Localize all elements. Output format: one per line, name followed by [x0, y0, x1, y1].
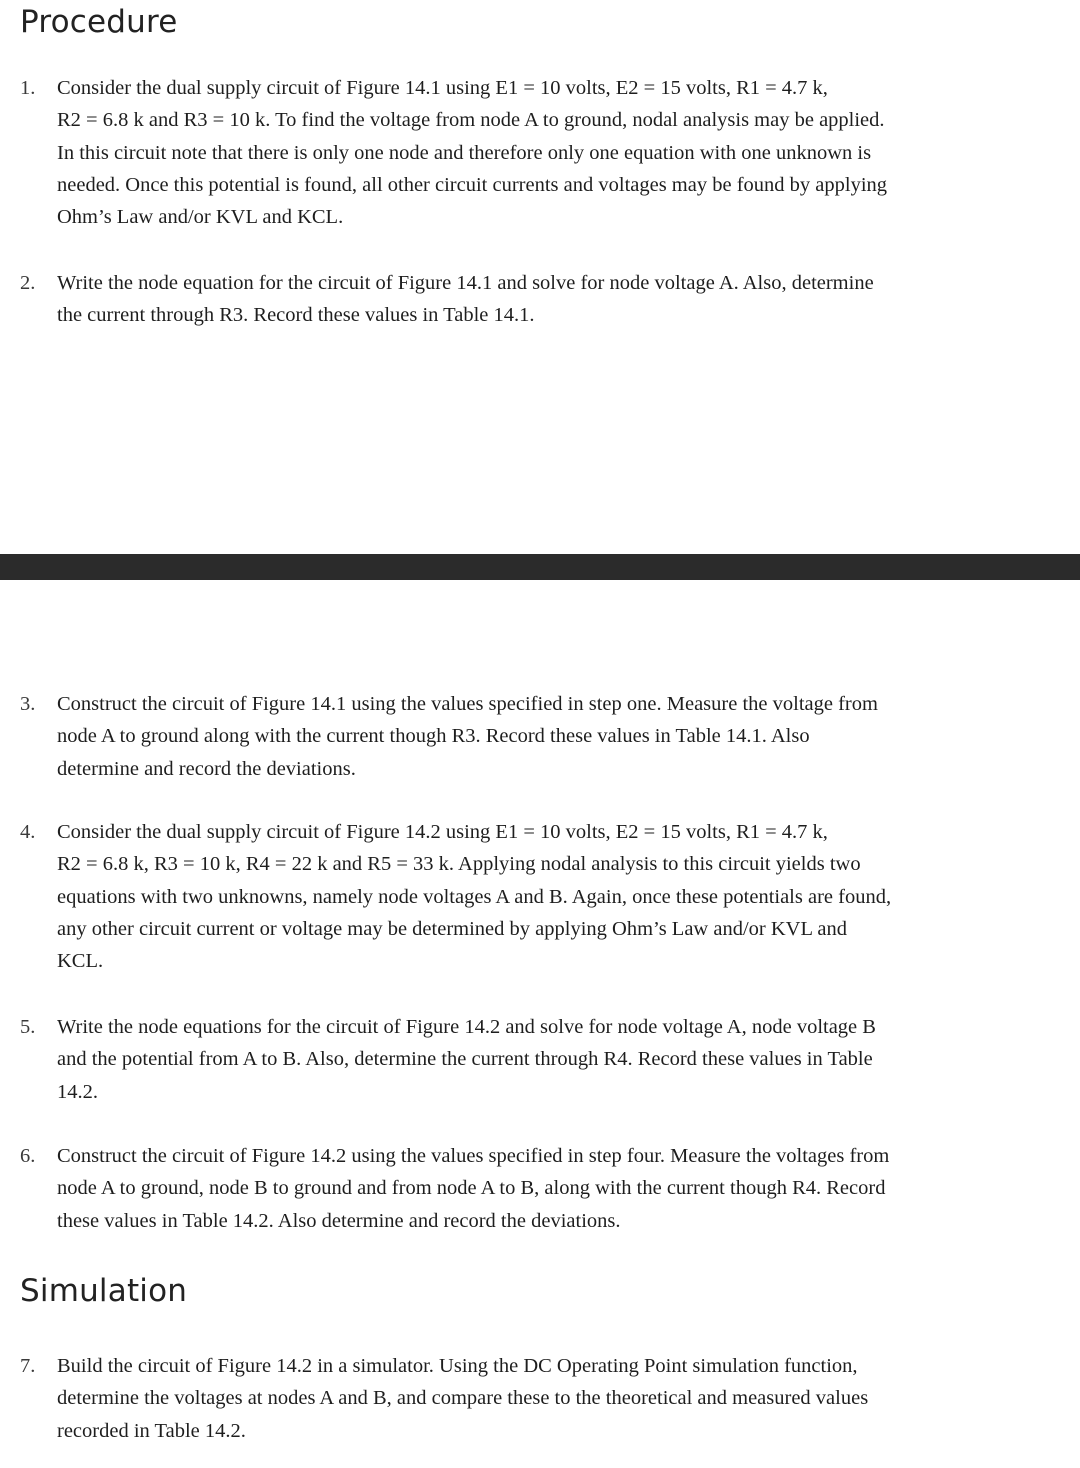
procedure-step-4	[20, 816, 980, 977]
step-text	[57, 1011, 980, 1108]
step-line: needed. Once this potential is found, all other circuit currents and voltages may be found by applying	[57, 173, 888, 196]
step-text	[57, 72, 980, 233]
step-line: Construct the circuit of Figure 14.1 using the values specified in step one. Measure the voltage from	[57, 693, 878, 715]
step-line: node A to ground along with the current though R3. Record these values in Table 14.1. Also	[57, 725, 810, 748]
step-line: node A to ground, node B to ground and from node A to B, along with the current though R4. Record	[57, 1177, 886, 1200]
step-number: 7.	[20, 1355, 36, 1377]
step-line: determine and record the deviations.	[57, 757, 356, 780]
step-number: 4.	[20, 821, 36, 843]
step-line: equations with two unknowns, namely node voltages A and B. Again, once these potentials are found,	[57, 885, 892, 908]
step-text	[57, 688, 980, 785]
step-line: any other circuit current or voltage may be determined by applying Ohm’s Law and/or KVL and	[57, 917, 847, 940]
step-line: Build the circuit of Figure 14.2 in a simulator. Using the DC Operating Point simulation function,	[57, 1355, 858, 1377]
step-line: Construct the circuit of Figure 14.2 using the values specified in step four. Measure the voltages from	[57, 1145, 890, 1167]
step-line: Consider the dual supply circuit of Figure 14.2 using E1 = 10 volts, E2 = 15 volts, R1 = 4.7 k,	[57, 821, 828, 843]
step-number: 6.	[20, 1145, 36, 1167]
step-number: 2.	[20, 272, 36, 294]
step-number: 1.	[20, 77, 36, 99]
procedure-step-6	[20, 1140, 980, 1237]
procedure-step-1	[20, 72, 980, 233]
step-line: R2 = 6.8 k, R3 = 10 k, R4 = 22 k and R5 = 33 k. Applying nodal analysis to this circuit yields two	[57, 853, 861, 876]
procedure-step-5	[20, 1011, 980, 1108]
step-line: Write the node equations for the circuit of Figure 14.2 and solve for node voltage A, node voltage B	[57, 1016, 876, 1038]
step-number: 3.	[20, 693, 36, 715]
step-line: 14.2.	[57, 1080, 98, 1103]
page-divider	[0, 554, 1080, 580]
step-line: KCL.	[57, 950, 104, 973]
procedure-step-2	[20, 267, 980, 332]
step-text	[57, 1350, 980, 1447]
simulation-step-7	[20, 1350, 980, 1447]
simulation-heading: Simulation	[20, 1273, 188, 1309]
step-line: Ohm’s Law and/or KVL and KCL.	[57, 206, 344, 229]
step-line: Consider the dual supply circuit of Figure 14.1 using E1 = 10 volts, E2 = 15 volts, R1 = 4.7 k,	[57, 77, 828, 99]
step-text	[57, 816, 980, 977]
step-line: determine the voltages at nodes A and B, and compare these to the theoretical and measured values	[57, 1387, 869, 1410]
step-number: 5.	[20, 1016, 36, 1038]
step-line: and the potential from A to B. Also, determine the current through R4. Record these values in Table	[57, 1048, 873, 1071]
step-line: R2 = 6.8 k and R3 = 10 k. To find the voltage from node A to ground, nodal analysis may be applied.	[57, 109, 885, 132]
step-text	[57, 1140, 980, 1237]
step-text	[57, 267, 980, 332]
step-line: recorded in Table 14.2.	[57, 1419, 246, 1442]
step-line: In this circuit note that there is only one node and therefore only one equation with one unknown is	[57, 141, 872, 164]
procedure-step-3	[20, 688, 980, 785]
procedure-heading: Procedure	[20, 4, 178, 40]
step-line: Write the node equation for the circuit of Figure 14.1 and solve for node voltage A. Also, determine	[57, 272, 874, 294]
step-line: these values in Table 14.2. Also determine and record the deviations.	[57, 1209, 621, 1232]
step-line: the current through R3. Record these values in Table 14.1.	[57, 304, 535, 327]
